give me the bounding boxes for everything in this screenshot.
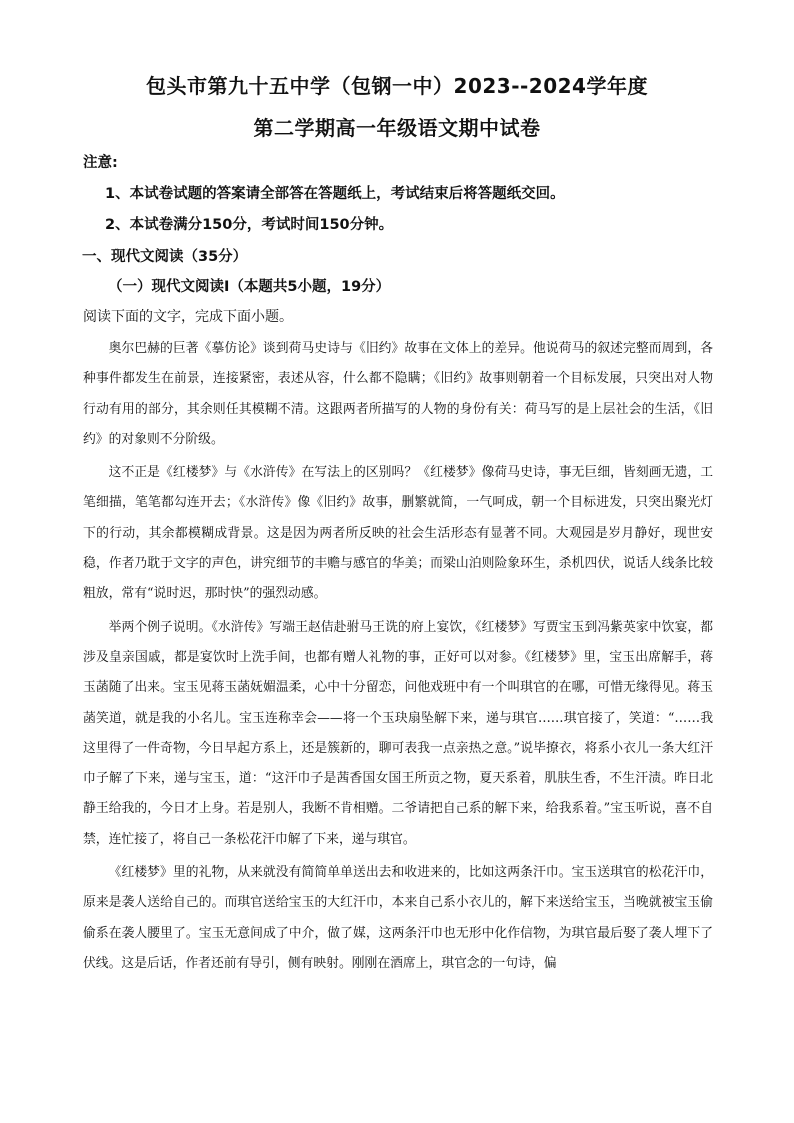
passage-paragraph-3: 举两个例子说明。《水浒传》写端王赵佶赴驸马王诜的府上宴饮，《红楼梦》写贾宝玉到冯紫英家中饮宴，都涉及皇亲国戚，都是宴饮时上洗手间，也都有赠人礼物的事，正好可以对参。《红楼梦》里，宝玉出席解手，蒋玉菡随了出来。宝玉见蒋玉菡妩媚温柔，心中十分留恋，问他戏班中有一个叫琪官的在哪，可惜无缘得见。蒋玉菡笑道，就是我的小名儿。宝玉连称幸会——将一个玉玦扇坠解下来，递与琪官……琪官接了，笑道：“……我这里得了一件奇物，今日早起方系上，还是簇新的，聊可表我一点亲热之意。”说毕撩衣，将系小衣儿一条大红汗巾子解了下来，递与宝玉，道：“这汗巾子是茜香国女国王所贡之物，夏天系着，肌肤生香，不生汗渍。昨日北静王给我的，今日才上身。若是别人，我断不肯相赠。二爷请把自己系的解下来，给我系着。”宝玉听说，喜不自禁，连忙接了，将自己一条松花汗巾解了下来，递与琪官。 bbox=[83, 619, 713, 847]
passage-paragraph-4: 《红楼梦》里的礼物，从来就没有简简单单送出去和收进来的，比如这两条汗巾。宝玉送琪官的松花汗巾，原来是袭人送给自己的。而琪官送给宝玉的大红汗巾，本来自己系小衣儿的，解下来送给宝玉，当晚就被宝玉偷偷系在袭人腰里了。宝玉无意间成了中介，做了媒，这两条汗巾也无形中化作信物，为琪官最后娶了袭人埋下了伏线。这是后话，作者还前有导引，侧有映射。刚刚在酒席上，琪官念的一句诗，偏 bbox=[83, 865, 713, 971]
reading-passage bbox=[83, 334, 713, 982]
passage-paragraph-2: 这不正是《红楼梦》与《水浒传》在写法上的区别吗？《红楼梦》像荷马史诗，事无巨细，皆刻画无遗，工笔细描，笔笔都勾连开去；《水浒传》像《旧约》故事，删繁就简，一气呵成，朝一个目标进发，只突出聚光灯下的行动，其余都模糊成背景。这是因为两者所反映的社会生活形态有显著不同。大观园是岁月静好，现世安稳，作者乃耽于文字的声色，讲究细节的丰赡与感官的华美；而梁山泊则险象环生，杀机四伏，说话人线条比较粗放，常有“说时迟，那时快”的强烈动感。 bbox=[83, 465, 713, 602]
notice-item-2: 2、本试卷满分150分，考试时间150分钟。 bbox=[105, 217, 394, 233]
reading-instruction: 阅读下面的文字，完成下面小题。 bbox=[83, 309, 293, 325]
notice-label: 注意: bbox=[83, 155, 118, 171]
section-heading: 一、现代文阅读（35分） bbox=[82, 249, 248, 265]
passage-paragraph-1: 奥尔巴赫的巨著《摹仿论》谈到荷马史诗与《旧约》故事在文体上的差异。他说荷马的叙述完整而周到，各种事件都发生在前景，连接紧密，表述从容，什么都不隐瞒；《旧约》故事则朝着一个目标发展，只突出对人物行动有用的部分，其余则任其模糊不清。这跟两者所描写的人物的身份有关：荷马写的是上层社会的生活，《旧约》的对象则不分阶级。 bbox=[83, 341, 713, 447]
subsection-heading: （一）现代文阅读Ⅰ（本题共5小题，19分） bbox=[108, 279, 391, 295]
exam-title-line2: 第二学期高一年级语文期中试卷 bbox=[253, 116, 541, 140]
notice-item-1: 1、本试卷试题的答案请全部答在答题纸上，考试结束后将答题纸交回。 bbox=[105, 186, 565, 202]
exam-title-line1: 包头市第九十五中学（包钢一中）2023--2024学年度 bbox=[146, 74, 648, 98]
